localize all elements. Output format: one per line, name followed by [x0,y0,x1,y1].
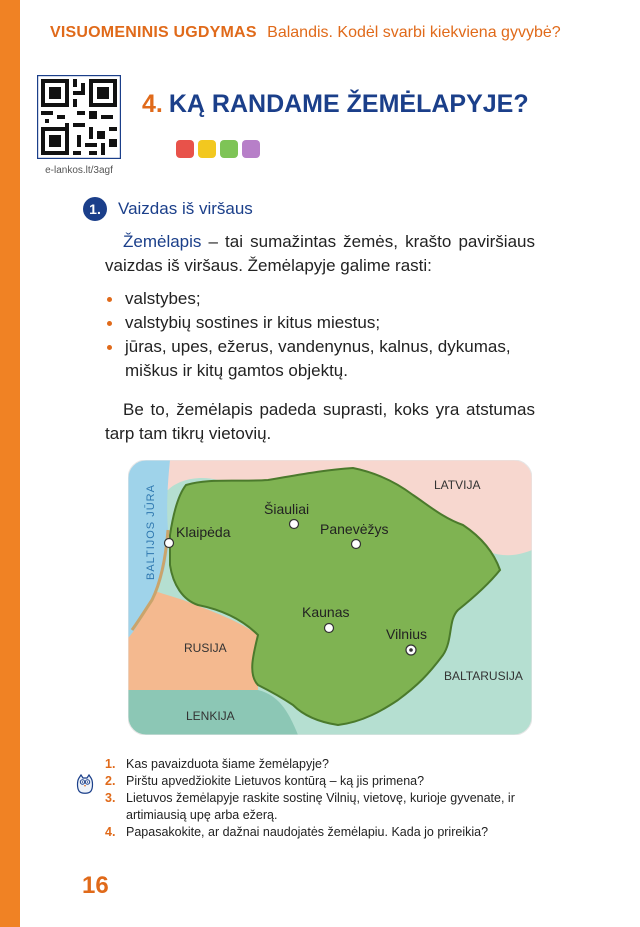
lesson-title [142,90,529,119]
page-number: 16 [82,872,109,899]
label-poland: LENKIJA [186,709,235,723]
level-dot-red [176,140,194,158]
bullet-item: valstybių sostines ir kitus miestus; [105,311,545,335]
question-item: 2. Pirštu apvedžiokite Lietuvos kontūrą – ką jis primena? [105,774,425,788]
section-title: Vaizdas iš viršaus [118,199,253,218]
subject-label: VISUOMENINIS UGDYMAS [50,24,257,41]
city-marker-kaunas [325,624,334,633]
question-item: 4. Papasakokite, ar dažnai naudojatės žemėlapiu. Kada jo prireikia? [105,825,489,839]
lithuania-map [128,460,532,735]
city-marker-klaipeda [165,539,174,548]
term-zemelapis: Žemėlapis [123,232,202,251]
side-accent-bar [0,0,20,927]
label-latvia: LATVIJA [434,478,481,492]
distance-paragraph: Be to, žemėlapis padeda suprasti, koks yra atstumas tarp tam tikrų vietovių. [105,400,535,443]
bullet-item: jūras, upes, ežerus, vandenynus, kalnus, dykumas, miškus ir kitų gamtos objektų. [105,335,545,383]
lesson-title-text: KĄ RANDAME ŽEMĖLAPYJE? [168,90,529,118]
label-baltic-sea: BALTIJOS JŪRA [145,484,157,580]
topic-label: Balandis. Kodėl svarbi kiekviena gyvybė? [267,24,561,41]
bullet-item: valstybes; [105,287,545,311]
bullet-list [105,287,545,383]
lesson-number: 4. [142,90,163,118]
label-vilnius: Vilnius [386,626,427,642]
label-panevezys: Panevėžys [320,521,389,537]
city-marker-panevezys [352,540,361,549]
qr-code[interactable] [37,75,121,159]
level-dot-yellow [198,140,216,158]
city-marker-siauliai [290,520,299,529]
section-number-badge: 1. [83,197,107,221]
capital-dot-vilnius [409,648,413,652]
label-kaunas: Kaunas [302,604,350,620]
label-belarus: BALTARUSIJA [444,669,523,683]
level-dot-purple [242,140,260,158]
question-item: 1. Kas pavaizduota šiame žemėlapyje? [105,757,329,771]
label-siauliai: Šiauliai [264,501,310,517]
qr-caption[interactable]: e-lankos.lt/3agf [45,165,113,176]
questions-list [105,756,545,841]
label-russia: RUSIJA [184,641,227,655]
label-klaipeda: Klaipėda [176,524,231,540]
question-item: 3. Lietuvos žemėlapyje raskite sostinę Vilnių, vietovę, kurioje gyvenate, ir artimiausią upę arba ežerą. [105,791,515,822]
intro-paragraph [105,230,535,278]
page-header [50,24,561,42]
level-dot-green [220,140,238,158]
owl-icon [76,773,94,795]
intro-text: – tai sumažintas žemės, krašto paviršiaus vaizdas iš viršaus. Žemėlapyje galime rasti: [105,232,535,275]
difficulty-level-dots [176,140,264,163]
